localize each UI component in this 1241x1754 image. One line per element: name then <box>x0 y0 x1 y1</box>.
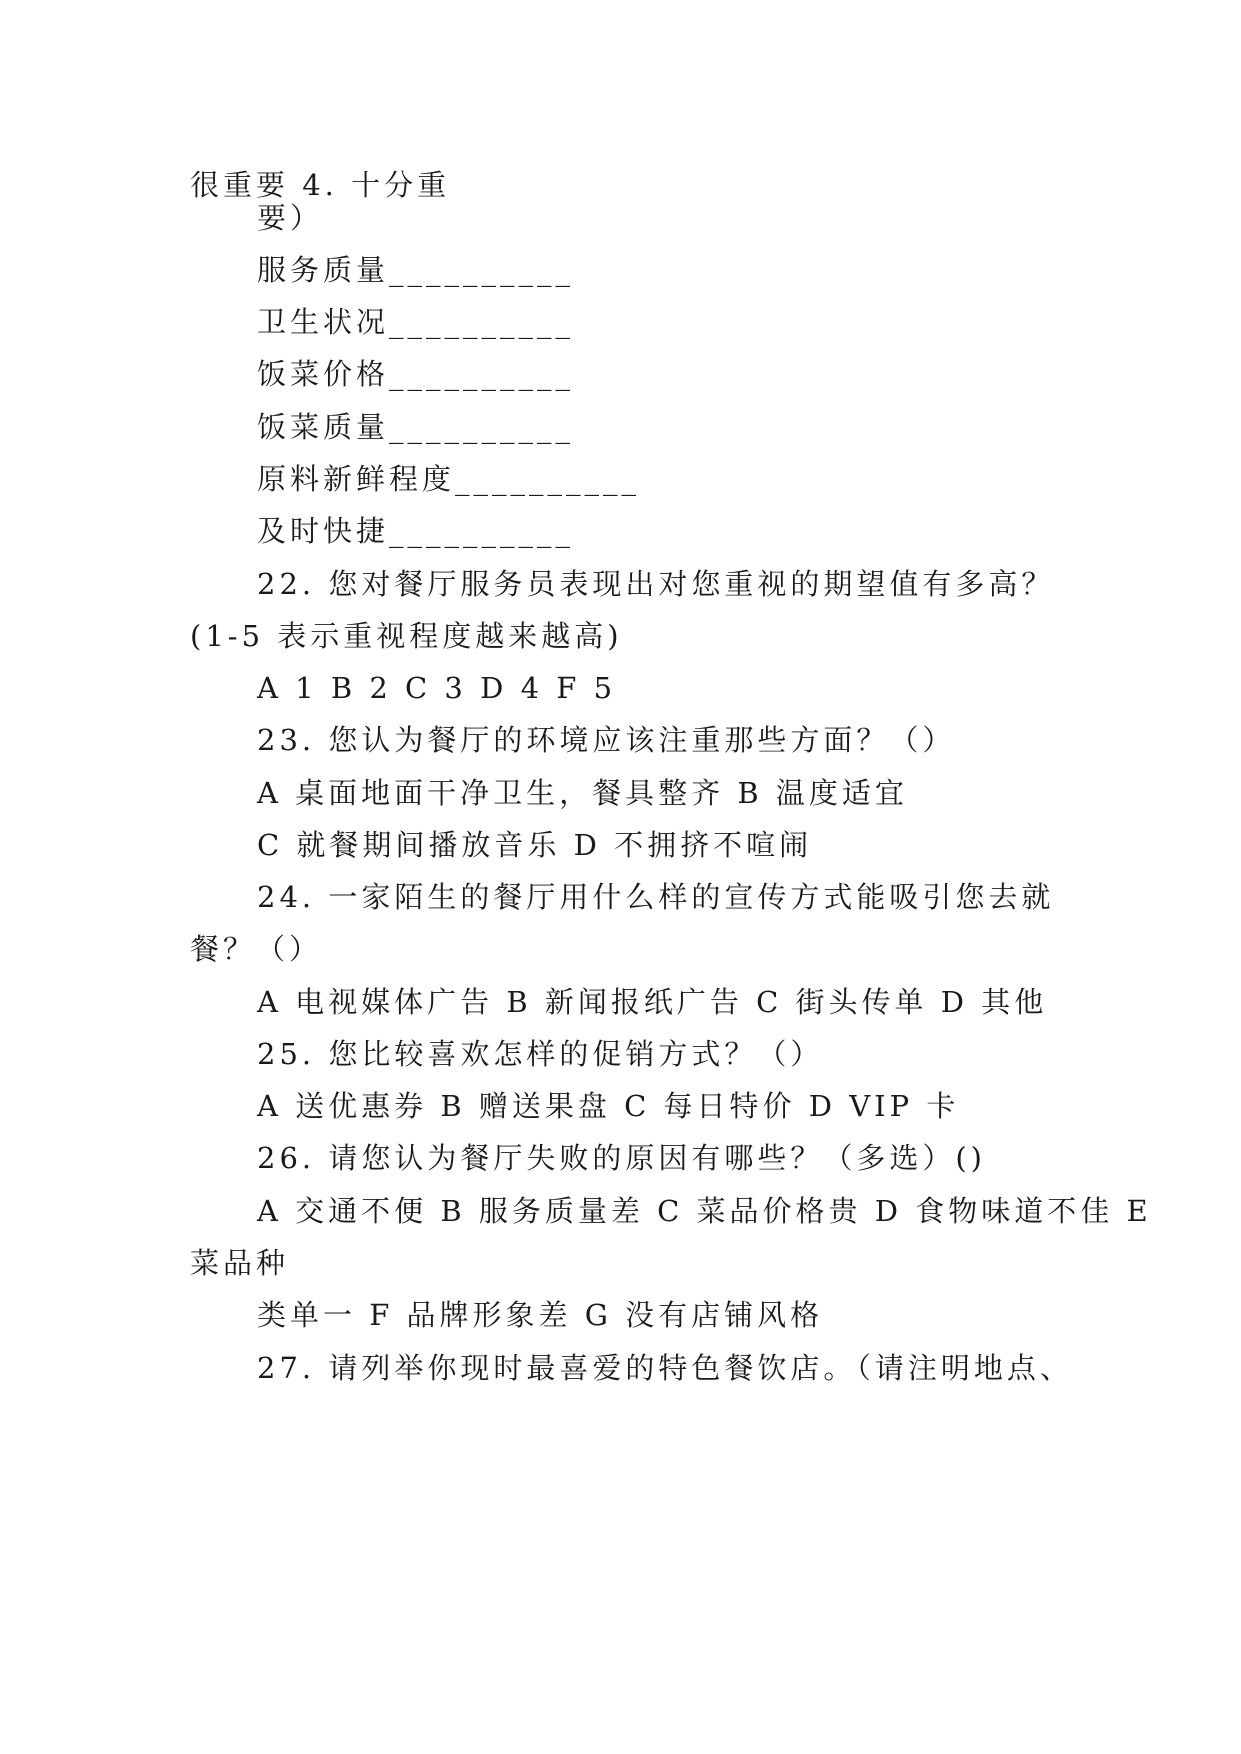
question-26-options-1: A 交通不便 B 服务质量差 C 菜品价格贵 D 食物味道不佳 E <box>257 1194 1152 1228</box>
question-23-options-1: A 桌面地面干净卫生，餐具整齐 B 温度适宜 <box>257 776 908 810</box>
question-22-note: (1-5 表示重视程度越来越高) <box>190 619 623 653</box>
rating-item-ingredient-freshness: 原料新鲜程度__________ <box>257 462 641 496</box>
question-25-options: A 送优惠券 B 赠送果盘 C 每日特价 D VIP 卡 <box>257 1089 960 1123</box>
question-22-options: A 1 B 2 C 3 D 4 F 5 <box>257 671 617 705</box>
rating-item-service-quality: 服务质量__________ <box>257 253 575 287</box>
text-line-importance-scale: 很重要 4. 十分重 <box>190 168 451 202</box>
rating-item-timeliness: 及时快捷__________ <box>257 514 575 548</box>
question-26: 26. 请您认为餐厅失败的原因有哪些？（多选）() <box>257 1141 986 1175</box>
question-22: 22. 您对餐厅服务员表现出对您重视的期望值有多高？ <box>257 567 1055 601</box>
question-27: 27. 请列举你现时最喜爱的特色餐饮店。（请注明地点、 <box>257 1351 1073 1385</box>
question-24-options: A 电视媒体广告 B 新闻报纸广告 C 街头传单 D 其他 <box>257 985 1048 1019</box>
question-25: 25. 您比较喜欢怎样的促销方式？（） <box>257 1037 824 1071</box>
question-23: 23. 您认为餐厅的环境应该注重那些方面？（） <box>257 723 956 757</box>
text-line-importance-scale-end: 要） <box>257 201 324 235</box>
question-23-options-2: C 就餐期间播放音乐 D 不拥挤不喧闹 <box>257 828 813 862</box>
question-26-options-cont: 菜品种 <box>190 1246 290 1280</box>
rating-item-dish-price: 饭菜价格__________ <box>257 357 575 391</box>
question-24: 24. 一家陌生的餐厅用什么样的宣传方式能吸引您去就 <box>257 880 1055 914</box>
rating-item-hygiene: 卫生状况__________ <box>257 305 575 339</box>
rating-item-dish-quality: 饭菜质量__________ <box>257 410 575 444</box>
question-24-cont: 餐？（） <box>190 932 323 966</box>
question-26-options-2: 类单一 F 品牌形象差 G 没有店铺风格 <box>257 1298 824 1332</box>
